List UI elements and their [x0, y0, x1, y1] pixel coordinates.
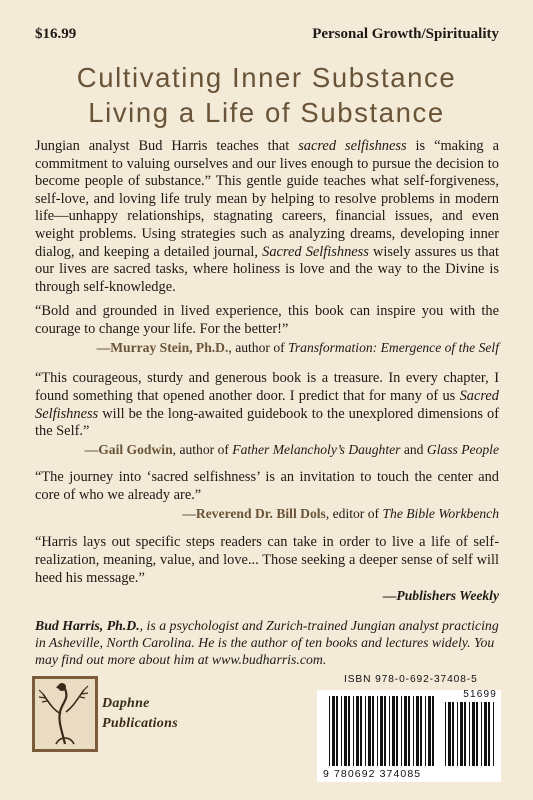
endorsement-attribution — [35, 339, 499, 357]
endorsement-book-title: Sacred Selfishness — [35, 387, 499, 422]
endorsement-godwin — [35, 370, 499, 459]
endorsement-text: “The journey into ‘sacred selfishness’ is an invitation to touch the center and core of who we already are.” — [35, 469, 499, 503]
description-term: sacred selfishness — [298, 138, 407, 154]
top-bar — [35, 26, 499, 46]
dash: — — [84, 442, 99, 458]
endorsement-stein — [35, 303, 499, 356]
publisher-name: Daphne — [102, 696, 150, 711]
endorser-name: Reverend Dr. Bill Dols — [195, 505, 326, 521]
endorsement-dols — [35, 469, 499, 522]
publisher-word: Publications — [102, 716, 178, 731]
description-book-title: Sacred Selfishness — [262, 243, 369, 260]
book-description — [35, 138, 499, 296]
headline-line-1: Cultivating Inner Substance — [76, 62, 457, 93]
endorser-name: Murray Stein, Ph.D. — [110, 339, 229, 355]
category-label: Personal Growth/Spirituality — [312, 26, 499, 42]
endorsement-attribution — [35, 505, 499, 523]
endorsement-text: “Bold and grounded in lived experience, this book can inspire you with the courage to change your life. For the better!” — [35, 303, 499, 337]
endorsement-source: —Publishers Weekly — [382, 588, 499, 604]
daphne-figure-icon — [32, 676, 98, 752]
endorser-role: , author of — [172, 442, 233, 458]
barcode-addon-number: 51699 — [463, 689, 497, 700]
conjunction: and — [400, 442, 427, 458]
endorser-role: , author of — [228, 339, 289, 355]
isbn-barcode — [317, 690, 501, 782]
endorser-work: Transformation: Emergence of the Self — [288, 339, 499, 355]
barcode-ean-number: 9 780692 374085 — [323, 768, 422, 780]
endorser-name: Gail Godwin — [98, 442, 173, 458]
endorser-role: , editor of — [325, 505, 383, 521]
description-part-2: is “making a commitment to valuing ourselves and our lives enough to pursue the decision to become people of substance.” This gentle guide teaches what self-forgiveness, self-love, and loving life truly mean by helping to resolve problems in modern life—unhappy relationships, stagnating careers, financial issues, and even weight problems. Using strategies such as analyzing dreams, developing inner dialog, and keeping a detailed journal, — [35, 138, 499, 260]
author-bio-text: , is a psychologist and Zurich-trained Jungian analyst practicing in Asheville, North Carolina. He is the author of ten books and lectures widely. You may find out more about him at www.budharris.com. — [35, 618, 499, 667]
endorsement-attribution — [35, 441, 499, 459]
author-name: Bud Harris, Ph.D. — [35, 618, 140, 633]
endorser-work-2: Glass People — [426, 442, 499, 458]
headline-line-2: Living a Life of Substance — [88, 97, 445, 128]
endorsement-text — [35, 370, 499, 441]
dash: — — [182, 505, 196, 521]
author-bio — [35, 617, 499, 668]
isbn-label: ISBN 978-0-692-37408-5 — [344, 674, 478, 685]
headline — [0, 60, 533, 130]
endorsement-text-part-2: will be the long-awaited guidebook to the unexplored dimensions of the Self.” — [35, 405, 499, 440]
endorser-work: The Bible Workbench — [382, 505, 499, 521]
endorsement-publishers-weekly — [35, 534, 499, 605]
endorsement-text-part-1: “This courageous, sturdy and generous book is a treasure. In every chapter, I found something that opened another door. I predict that for many of us — [35, 370, 499, 404]
dash: — — [96, 339, 111, 355]
price: $16.99 — [35, 26, 77, 42]
endorsement-text: “Harris lays out specific steps readers can take in order to live a life of self-realization, meaning, value, and love... Those seeking a deeper sense of self will heed his message.” — [35, 534, 499, 586]
endorser-work-1: Father Melancholy’s Daughter — [232, 442, 401, 458]
description-part-1: Jungian analyst Bud Harris teaches that — [35, 138, 299, 154]
description-part-3: wisely assures us that our lives are sacred tasks, where holiness is love and the way to the Divine is through self-knowledge. — [35, 243, 500, 295]
publisher-logo — [32, 676, 212, 752]
